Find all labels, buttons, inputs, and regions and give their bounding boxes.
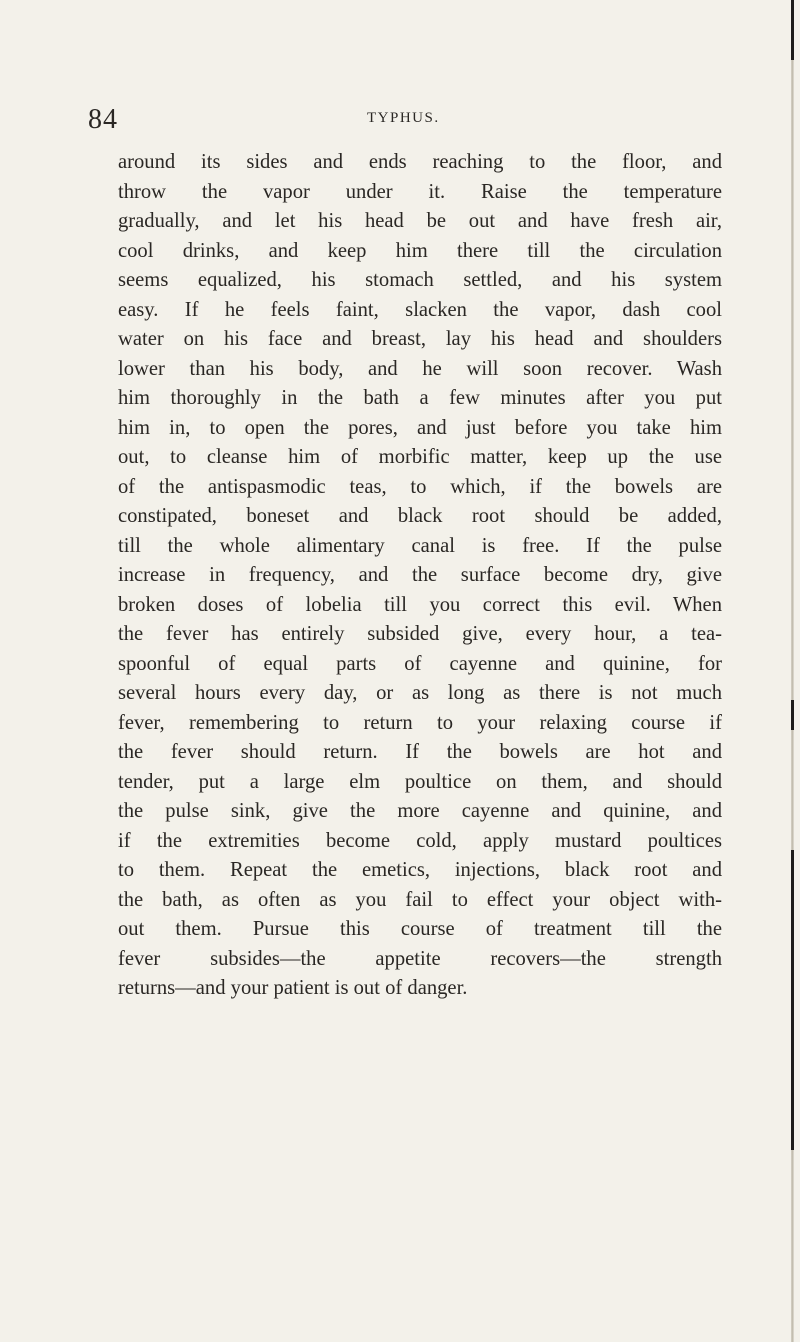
text-line: the fever has entirely subsided give, every hour, a tea- (118, 623, 722, 645)
text-line: several hours every day, or as long as there is not much (118, 682, 722, 704)
text-line: out them. Pursue this course of treatment till the (118, 918, 722, 940)
text-line: increase in frequency, and the surface become dry, give (118, 564, 722, 586)
page-header (0, 100, 800, 140)
text-line: broken doses of lobelia till you correct this evil. When (118, 593, 722, 616)
text-line: tender, put a large elm poultice on them, and should (118, 770, 722, 793)
text-line: to them. Repeat the emetics, injections, black root and (118, 859, 722, 881)
text-line: out, to cleanse him of morbific matter, keep up the use (118, 446, 722, 468)
text-line: fever subsides—the appetite recovers—the strength (118, 947, 722, 970)
text-line: the fever should return. If the bowels are hot and (118, 741, 722, 763)
text-line: lower than his body, and he will soon recover. Wash (118, 357, 722, 380)
text-line: constipated, boneset and black root should be added, (118, 505, 722, 527)
text-line: fever, remembering to return to your relaxing course if (118, 711, 722, 734)
text-line: if the extremities become cold, apply mustard poultices (118, 829, 722, 852)
text-line: cool drinks, and keep him there till the circulation (118, 239, 722, 262)
page-edge-mark (791, 0, 794, 60)
page-edge-mark (791, 850, 794, 1150)
text-line: around its sides and ends reaching to the floor, and (118, 151, 722, 173)
text-line: spoonful of equal parts of cayenne and quinine, for (118, 652, 722, 675)
page-number: 84 (88, 104, 118, 135)
text-line: the pulse sink, give the more cayenne and quinine, and (118, 800, 722, 822)
page-edge-mark (791, 700, 794, 730)
text-line: the bath, as often as you fail to effect your object with- (118, 888, 722, 911)
text-line: easy. If he feels faint, slacken the vapor, dash cool (118, 298, 722, 321)
text-line: throw the vapor under it. Raise the temperature (118, 180, 722, 203)
running-head: TYPHUS. (367, 110, 440, 126)
text-line: till the whole alimentary canal is free. If the pulse (118, 534, 722, 557)
body-text (118, 148, 722, 1004)
text-line: him thoroughly in the bath a few minutes after you put (118, 387, 722, 409)
text-line: him in, to open the pores, and just before you take him (118, 416, 722, 439)
text-line: returns—and your patient is out of danger. (118, 977, 468, 999)
text-line: gradually, and let his head be out and have fresh air, (118, 210, 722, 232)
text-line: seems equalized, his stomach settled, and his system (118, 269, 722, 291)
text-line: water on his face and breast, lay his head and shoulders (118, 328, 722, 350)
text-line: of the antispasmodic teas, to which, if the bowels are (118, 475, 722, 498)
